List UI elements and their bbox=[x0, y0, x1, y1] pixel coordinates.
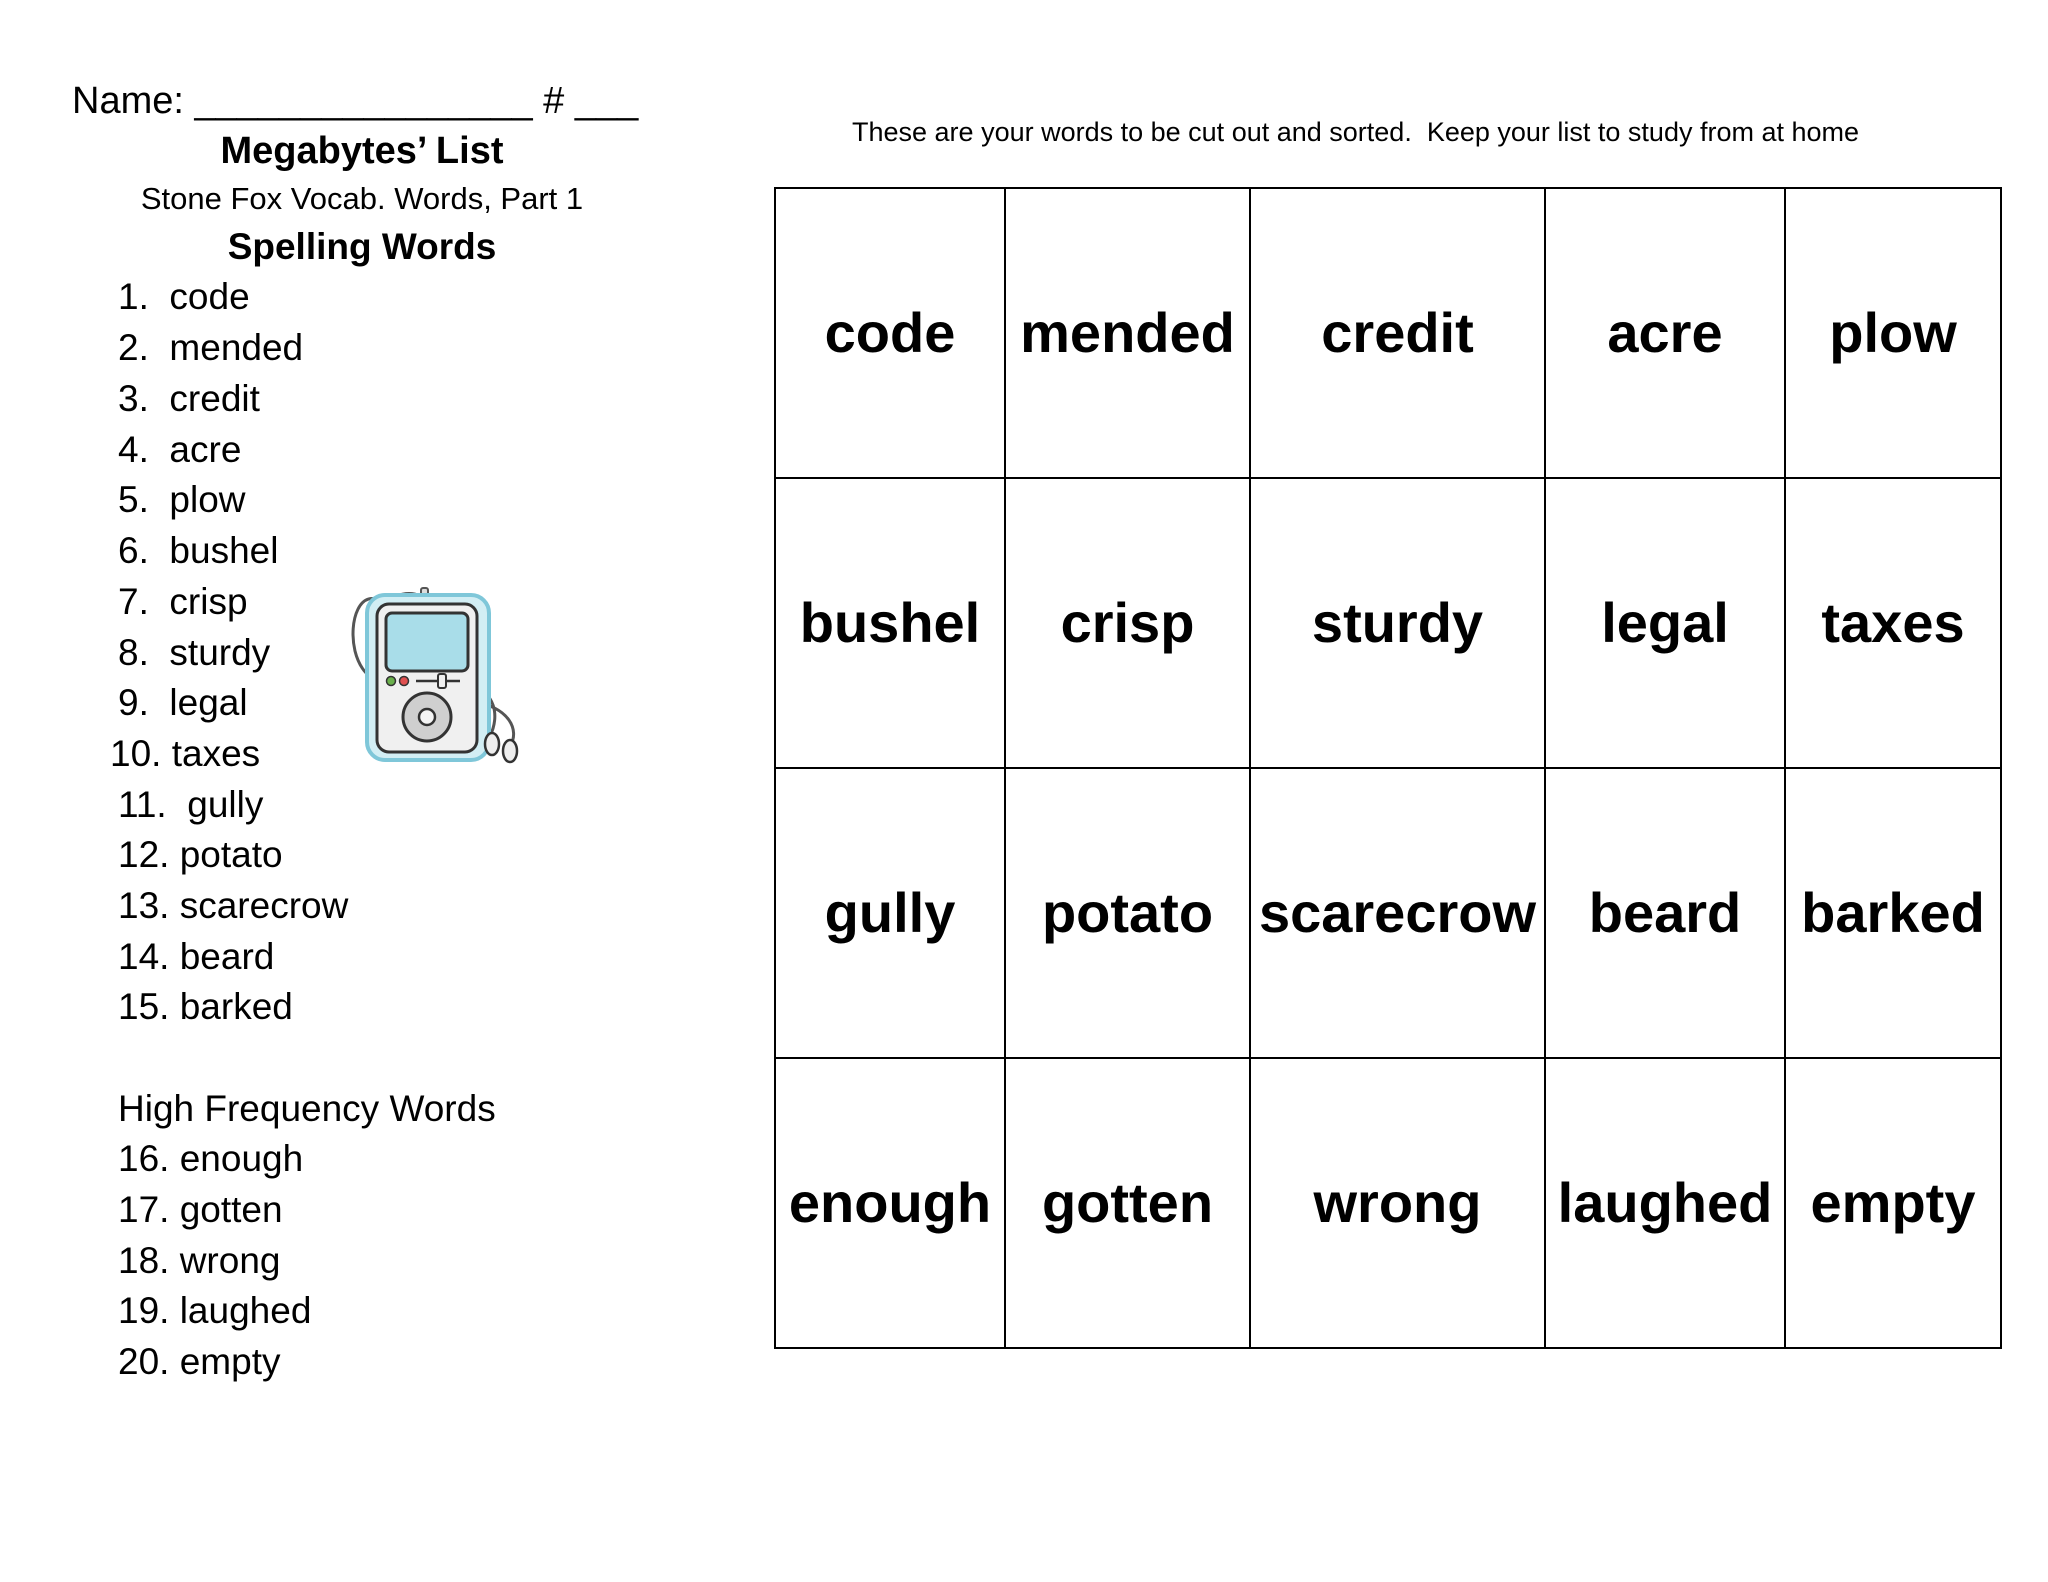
word-card: potato bbox=[1005, 768, 1250, 1058]
word-card: plow bbox=[1785, 188, 2001, 478]
list-item: 9. legal bbox=[118, 682, 248, 723]
word-card: credit bbox=[1250, 188, 1545, 478]
list-item: 1. code bbox=[118, 276, 250, 317]
list-item: 10. taxes bbox=[110, 733, 261, 774]
list-item: 16. enough bbox=[118, 1138, 304, 1179]
high-frequency-heading: High Frequency Words bbox=[118, 1088, 496, 1129]
list-item: 6. bushel bbox=[118, 530, 279, 571]
name-line: Name: ________________ # ___ bbox=[72, 80, 639, 122]
list-item: 20. empty bbox=[118, 1341, 281, 1382]
word-card: gully bbox=[775, 768, 1005, 1058]
word-card: legal bbox=[1545, 478, 1785, 768]
word-card: beard bbox=[1545, 768, 1785, 1058]
table-row bbox=[775, 188, 2001, 478]
list-item: 19. laughed bbox=[118, 1290, 312, 1331]
list-title: Megabytes’ List bbox=[220, 130, 504, 172]
list-item: 12. potato bbox=[118, 834, 283, 875]
word-card: scarecrow bbox=[1250, 768, 1545, 1058]
list-item: 17. gotten bbox=[118, 1189, 283, 1230]
word-card: gotten bbox=[1005, 1058, 1250, 1348]
list-subtitle: Stone Fox Vocab. Words, Part 1 bbox=[140, 181, 584, 216]
word-card: enough bbox=[775, 1058, 1005, 1348]
word-card: bushel bbox=[775, 478, 1005, 768]
spelling-words-heading: Spelling Words bbox=[227, 226, 497, 267]
word-cards-grid bbox=[774, 187, 1990, 1349]
table-row bbox=[775, 768, 2001, 1058]
list-item: 15. barked bbox=[118, 986, 293, 1027]
word-card: laughed bbox=[1545, 1058, 1785, 1348]
list-item: 13. scarecrow bbox=[118, 885, 349, 926]
list-item: 3. credit bbox=[118, 378, 260, 419]
word-card: code bbox=[775, 188, 1005, 478]
list-item: 2. mended bbox=[118, 327, 304, 368]
word-card: taxes bbox=[1785, 478, 2001, 768]
list-item: 8. sturdy bbox=[118, 632, 271, 673]
word-card: acre bbox=[1545, 188, 1785, 478]
mp3-player-icon bbox=[350, 566, 528, 768]
word-card: mended bbox=[1005, 188, 1250, 478]
list-item: 5. plow bbox=[118, 479, 246, 520]
list-item: 14. beard bbox=[118, 936, 275, 977]
word-card: crisp bbox=[1005, 478, 1250, 768]
list-item: 11. gully bbox=[118, 784, 264, 825]
list-item: 7. crisp bbox=[118, 581, 248, 622]
table-row bbox=[775, 1058, 2001, 1348]
list-item: 18. wrong bbox=[118, 1240, 281, 1281]
word-card: empty bbox=[1785, 1058, 2001, 1348]
list-item: 4. acre bbox=[118, 429, 242, 470]
word-card: sturdy bbox=[1250, 478, 1545, 768]
word-card: wrong bbox=[1250, 1058, 1545, 1348]
word-card: barked bbox=[1785, 768, 2001, 1058]
table-row bbox=[775, 478, 2001, 768]
instructions-text: These are your words to be cut out and sorted. Keep your list to study from at home bbox=[852, 117, 1860, 147]
